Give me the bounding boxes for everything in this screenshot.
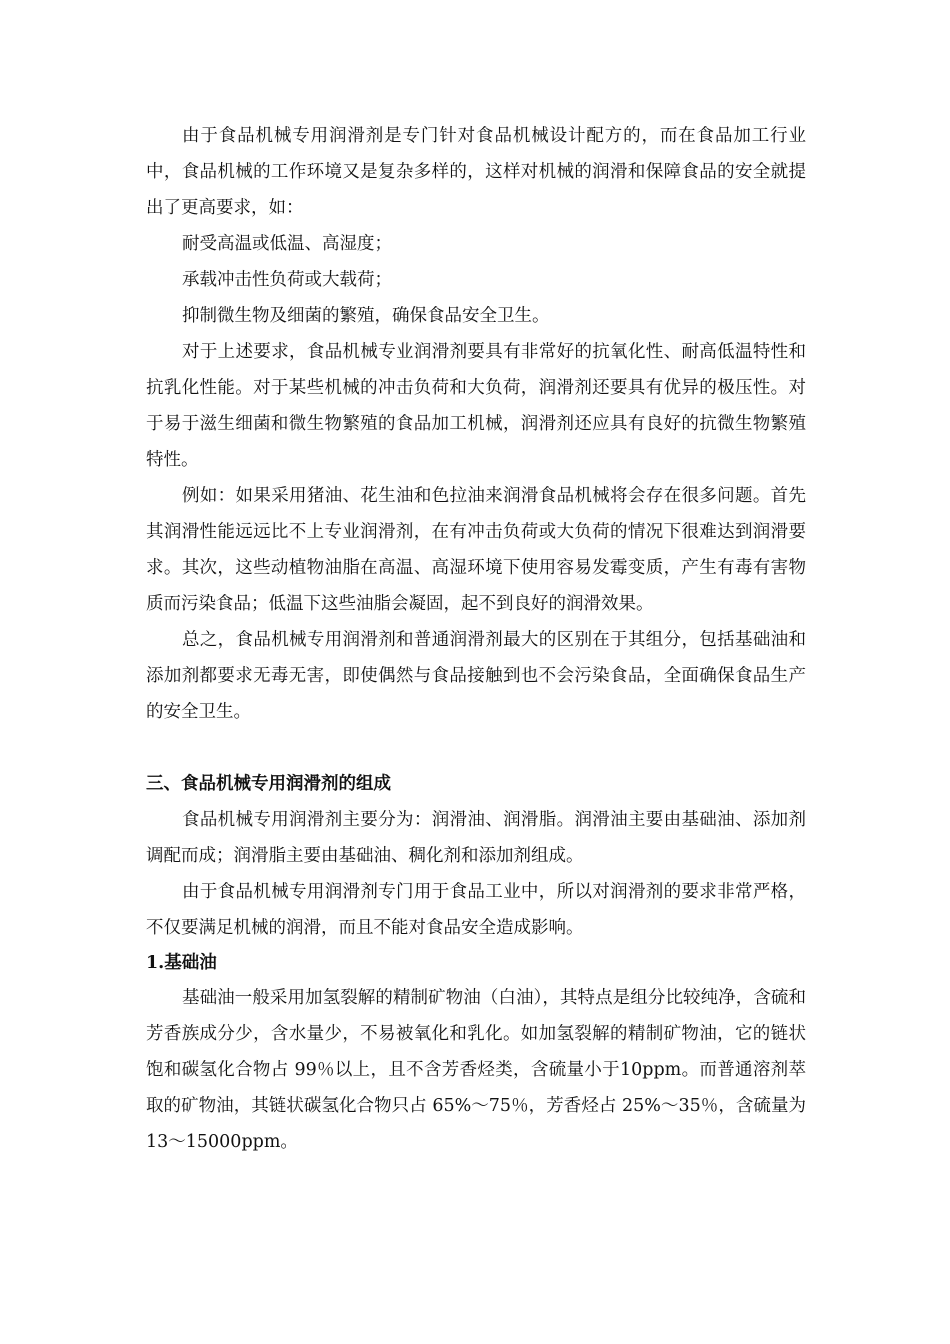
body-paragraph: 总之，食品机械专用润滑剂和普通润滑剂最大的区别在于其组分，包括基础油和添加剂都要求无毒无害，即使偶然与食品接触到也不会污染食品，全面确保食品生产的安全卫生。	[146, 630, 806, 722]
requirement-item: 抑制微生物及细菌的繁殖，确保食品安全卫生。	[182, 306, 550, 326]
body-paragraph: 例如：如果采用猪油、花生油和色拉油来润滑食品机械将会存在很多问题。首先其润滑性能远远比不上专业润滑剂，在有冲击负荷或大负荷的情况下很难达到润滑要求。其次，这些动植物油脂在高温、高湿环境下使用容易发霉变质，产生有毒有害物质而污染食品；低温下这些油脂会凝固，起不到良好的润滑效果。	[146, 486, 806, 614]
body-paragraph: 由于食品机械专用润滑剂是专门针对食品机械设计配方的，而在食品加工行业中，食品机械的工作环境又是复杂多样的，这样对机械的润滑和保障食品的安全就提出了更高要求，如：	[146, 126, 806, 218]
requirement-item: 承载冲击性负荷或大载荷；	[182, 270, 392, 290]
requirement-item: 耐受高温或低温、高湿度；	[182, 234, 392, 254]
body-paragraph: 基础油一般采用加氢裂解的精制矿物油（白油），其特点是组分比较纯净，含硫和芳香族成分少，含水量少，不易被氧化和乳化。如加氢裂解的精制矿物油，它的链状饱和碳氢化合物占 99％以上，且不含芳香烃类，含硫量小于10ppm。而普通溶剂萃取的矿物油，其链状碳氢化合物只占 65%～75％，芳香烃占 25%～35％，含硫量为 13～15000ppm。	[146, 988, 806, 1152]
body-paragraph: 食品机械专用润滑剂主要分为：润滑油、润滑脂。润滑油主要由基础油、添加剂调配而成；润滑脂主要由基础油、稠化剂和添加剂组成。	[146, 810, 806, 866]
section-spacer	[146, 730, 806, 766]
body-paragraph: 对于上述要求，食品机械专业润滑剂要具有非常好的抗氧化性、耐高低温特性和抗乳化性能。对于某些机械的冲击负荷和大负荷，润滑剂还要具有优异的极压性。对于易于滋生细菌和微生物繁殖的食品加工机械，润滑剂还应具有良好的抗微生物繁殖特性。	[146, 342, 806, 470]
subsection-heading: 1.基础油	[146, 953, 217, 973]
section-heading: 三、食品机械专用润滑剂的组成	[146, 774, 391, 794]
document-body	[146, 118, 806, 1160]
body-paragraph: 由于食品机械专用润滑剂专门用于食品工业中，所以对润滑剂的要求非常严格，不仅要满足机械的润滑，而且不能对食品安全造成影响。	[146, 882, 806, 938]
